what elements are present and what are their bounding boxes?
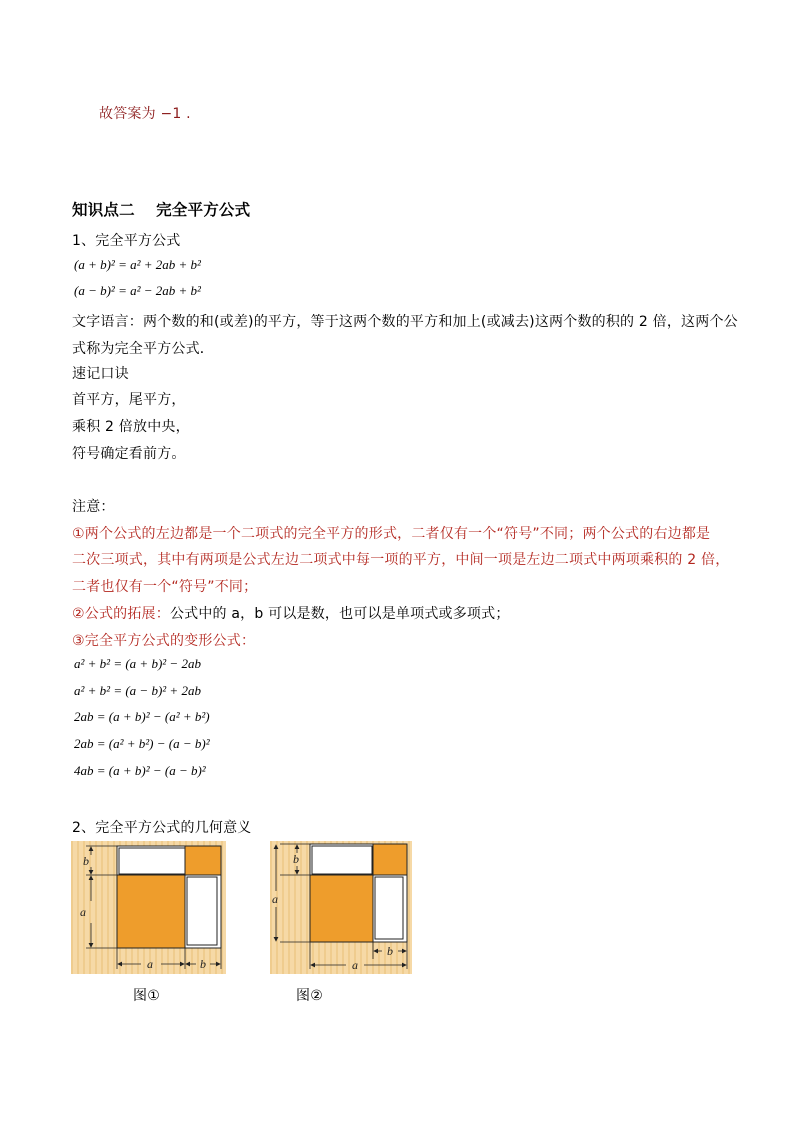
note-1-line1: ①两个公式的左边都是一个二项式的完全平方的形式，二者仅有一个“符号”不同；两个公式的右边都是 [72, 526, 711, 542]
formula-sum-square: (a + b)² = a² + 2ab + b² [74, 257, 201, 272]
label-a: a [352, 958, 358, 972]
figure-1-caption: 图① [133, 988, 160, 1004]
subsection-title-1: 1、完全平方公式 [72, 233, 181, 249]
figure-2 [270, 841, 412, 974]
label-a: a [147, 957, 153, 971]
label-b: b [293, 852, 299, 866]
variant-formula: a² + b² = (a + b)² − 2ab [74, 656, 201, 671]
text-language-line1: 文字语言：两个数的和(或差)的平方，等于这两个数的平方和加上(或减去)这两个数的积的 2 倍，这两个公 [72, 314, 738, 330]
notes-title: 注意： [72, 499, 115, 515]
figure-2-caption: 图② [296, 988, 323, 1004]
note-3: ③完全平方公式的变形公式： [72, 633, 256, 649]
subsection-title-2: 2、完全平方公式的几何意义 [72, 820, 252, 836]
text-language-line2: 式称为完全平方公式． [72, 341, 214, 357]
mnemonic-line: 符号确定看前方。 [72, 446, 186, 462]
mnemonic-title: 速记口诀 [72, 366, 129, 382]
formula-diff-square: (a − b)² = a² − 2ab + b² [74, 283, 201, 298]
label-b: b [387, 944, 393, 958]
note-2-rest: 公式中的 a，b 可以是数，也可以是单项式或多项式； [169, 606, 510, 622]
note-1-line2: 二次三项式，其中有两项是公式左边二项式中每一项的平方，中间一项是左边二项式中两项乘积的 2 倍， [72, 552, 730, 568]
mnemonic-line: 乘积 2 倍放中央， [72, 419, 190, 435]
label-b: b [83, 854, 89, 868]
mnemonic-line: 首平方，尾平方， [72, 392, 186, 408]
variant-formula: 4ab = (a + b)² − (a − b)² [74, 763, 206, 778]
variant-formula: 2ab = (a² + b²) − (a − b)² [74, 736, 210, 751]
label-b: b [200, 957, 206, 971]
section-title: 知识点二 完全平方公式 [72, 201, 251, 219]
figure-1 [71, 841, 226, 974]
variant-formula: 2ab = (a + b)² − (a² + b²) [74, 709, 210, 724]
label-a: a [80, 905, 86, 919]
note-1-line3: 二者也仅有一个“符号”不同； [72, 579, 258, 595]
note-2-prefix: ②公式的拓展： [72, 606, 170, 622]
variant-formula: a² + b² = (a − b)² + 2ab [74, 683, 201, 698]
note-2 [72, 603, 510, 623]
answer-line: 故答案为 −1 . [99, 106, 191, 122]
label-a: a [272, 892, 278, 906]
